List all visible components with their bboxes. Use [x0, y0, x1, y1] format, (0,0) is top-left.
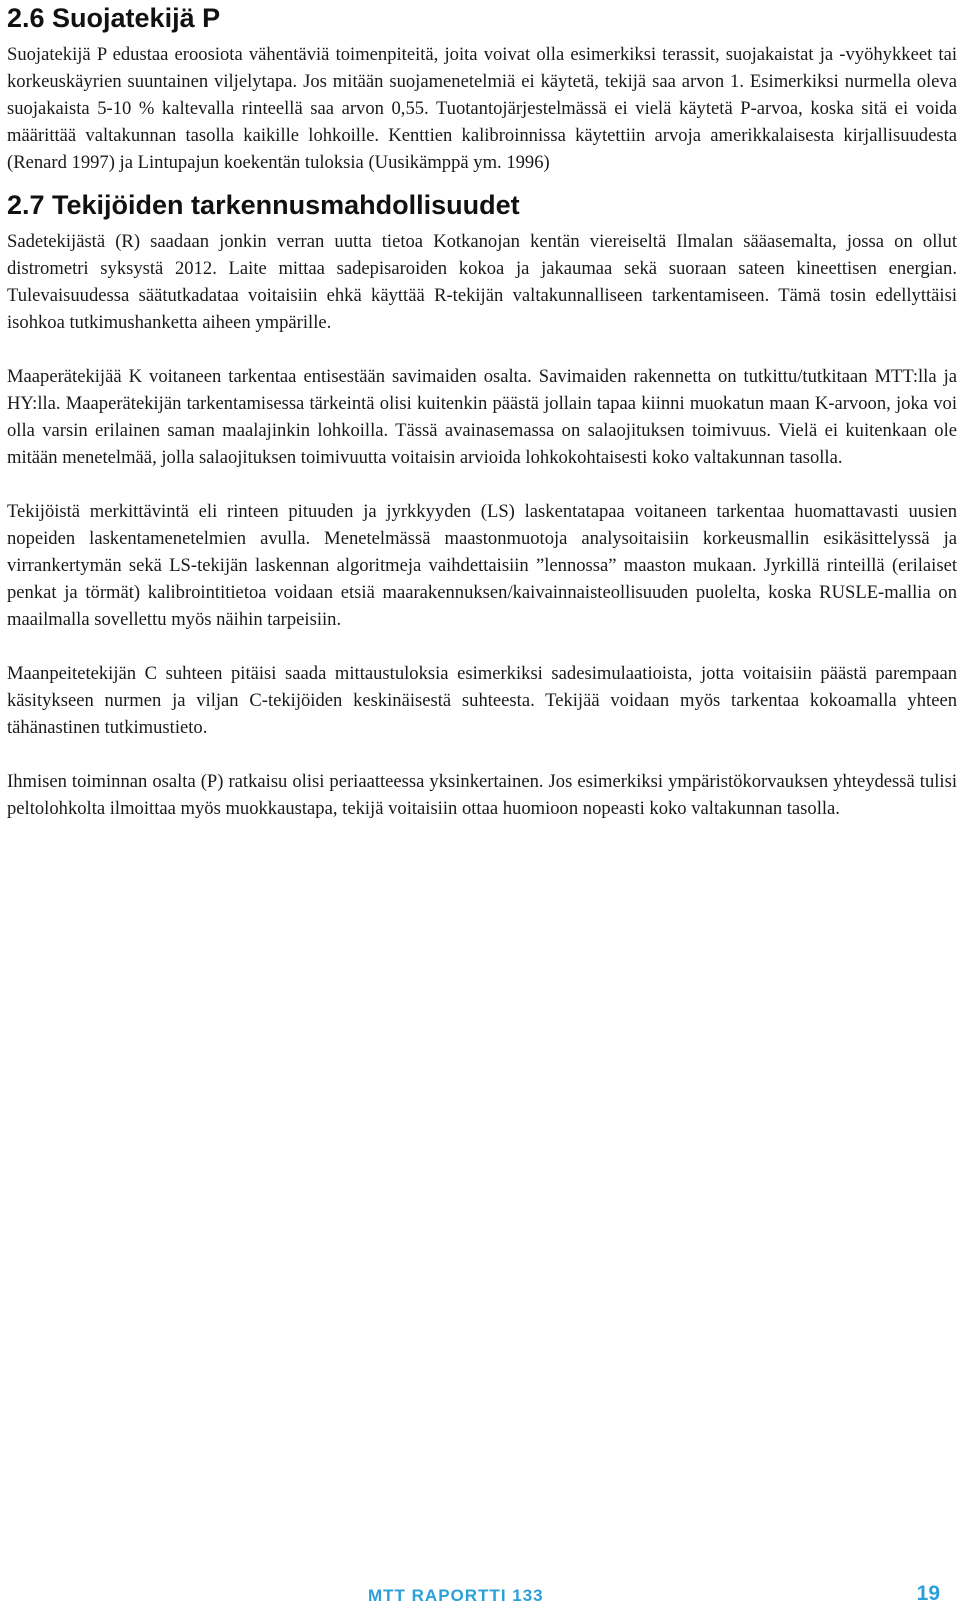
page-number: 19 — [916, 1582, 940, 1605]
document-page — [7, 0, 957, 849]
section-heading-2-7: 2.7 Tekijöiden tarkennusmahdollisuudet — [7, 190, 520, 220]
paragraph-maanpeitetekija: Maanpeitetekijän C suhteen pitäisi saada mittaustuloksia esimerkiksi sadesimulaatioista, jotta voitaisiin päästä parempaan käsitykseen nurmen ja viljan C-tekijöiden keskinäisestä suhteesta. Tekijää voidaan myös tarkentaa kokoamalla yhteen tähänastinen tutkimustieto. — [7, 663, 957, 738]
paragraph-ls-tekija: Tekijöistä merkittävintä eli rinteen pituuden ja jyrkkyyden (LS) laskentatapaa voitaneen tarkentaa huomattavasti uusien nopeiden laskentamenetelmien avulla. Menetelmässä maastonmuotoja analysoitaisiin korkeusmallin esikäsittelyssä ja virrankertymän sekä LS-tekijän laskennan algoritmeja vaihdettaisiin ”lennossa” maaston mukaan. Jyrkillä rinteillä (erilaiset penkat ja törmät) kalibrointitietoa voidaan etsiä maarakennuksen/kaivainnaisteollisuuden puolelta, koska RUSLE-mallia on maailmalla sovellettu myös näihin tarpeisiin. — [7, 501, 957, 630]
section-heading-2-6: 2.6 Suojatekijä P — [7, 3, 221, 33]
paragraph-suojatekija-p: Suojatekijä P edustaa eroosiota vähentäviä toimenpiteitä, joita voivat olla esimerkiksi terassit, suojakaistat ja -vyöhykkeet tai korkeuskäyrien suuntainen viljelytapa. Jos mitään suojamenetelmiä ei käytetä, tekijä saa arvon 1. Esimerkiksi nurmella oleva suojakaista 5-10 % kaltevalla rinteellä saa arvon 0,55. Tuotantojärjestelmässä ei vielä käytetä P-arvoa, koska sitä ei voida määrittää valtakunnan tasolla kaikille lohkoille. Kenttien kalibroinnissa käytettiin arvoja amerikkalaisesta kirjallisuudesta (Renard 1997) ja Lintupajun koekentän tuloksia (Uusikämppä ym. 1996) — [7, 44, 957, 173]
paragraph-maaperatekija: Maaperätekijää K voitaneen tarkentaa entisestään savimaiden osalta. Savimaiden rakennetta on tutkittu/tutkitaan MTT:lla ja HY:lla. Maaperätekijän tarkentamisessa tärkeintä olisi kuitenkin päästä jollain tapaa kiinni muokatun maan K-arvoon, joka voi olla varsin erilainen saman maalajinkin lohkoilla. Tässä avainasemassa on salaojituksen toimivuus. Vielä ei kuitenkaan ole mitään menetelmää, jolla salaojituksen toimivuutta voitaisin arvioida lohkokohtaisesti koko valtakunnan tasolla. — [7, 366, 957, 468]
paragraph-ihmisen-toiminta: Ihmisen toiminnan osalta (P) ratkaisu olisi periaatteessa yksinkertainen. Jos esimerkiksi ympäristökorvauksen yhteydessä tulisi peltolohkolta ilmoittaa myös muokkaustapa, tekijä voitaisiin ottaa huomioon nopeasti koko valtakunnan tasolla. — [7, 771, 957, 819]
paragraph-sadetekija: Sadetekijästä (R) saadaan jonkin verran uutta tietoa Kotkanojan kentän viereiseltä Ilmalan sääasemalta, jossa on ollut distrometri syksystä 2012. Laite mittaa sadepisaroiden kokoa ja jakaumaa sekä suoraan sateen kineettisen energian. Tulevaisuudessa säätutkadataa voitaisiin ehkä käyttää R-tekijän valtakunnalliseen tarkentamiseen. Tämä tosin edellyttäisi isohkoa tutkimushanketta aiheen ympärille. — [7, 231, 957, 333]
footer-report-title: MTT RAPORTTI 133 — [368, 1586, 544, 1605]
